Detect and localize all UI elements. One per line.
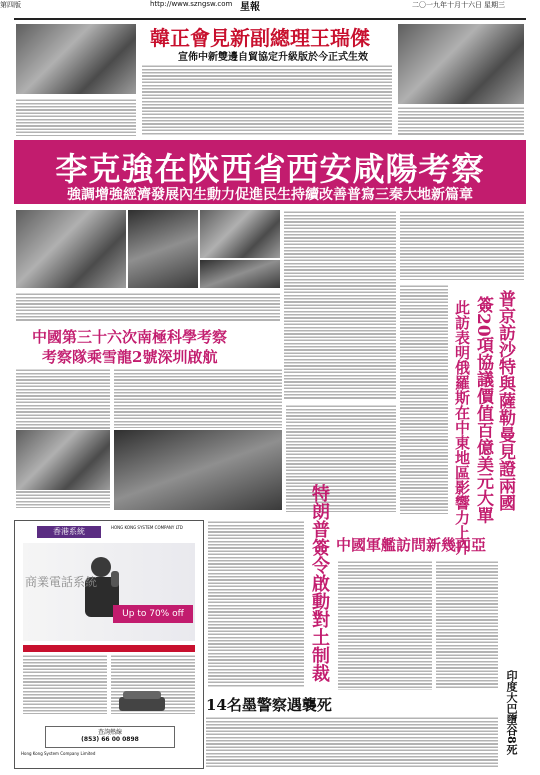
antarctic-text-mid — [114, 368, 282, 428]
putin-line-3: 此訪表明俄羅斯在中東地區影響力上升 — [453, 300, 471, 555]
han-photo-right — [398, 24, 524, 104]
han-right-caption — [398, 106, 524, 136]
antarctic-photo-left — [16, 430, 110, 490]
police-headline: 14名墨警察遇襲死 — [206, 696, 332, 714]
han-caption-text — [16, 98, 136, 136]
li-photo-1 — [16, 210, 126, 288]
antarctic-subhead: 考察隊乘雪龍2號深圳啟航 — [42, 348, 218, 366]
ad-hotline-number[interactable]: (853) 66 00 0898 — [81, 736, 139, 743]
navy-headline: 中國軍艦訪問新幾內亞 — [336, 536, 487, 554]
putin-line-2: 簽20項協議價值百億美元大單 — [473, 296, 493, 524]
han-subhead: 宣佈中新雙邊自貿協定升級版於今正式生效 — [178, 52, 368, 63]
li-body-col-2 — [400, 210, 524, 280]
page-header — [0, 0, 512, 12]
ad-table-header — [23, 645, 195, 652]
india-bus-headline: 印度大巴墮谷8死 — [505, 670, 518, 755]
navy-body-text — [436, 560, 498, 688]
trump-headline: 特朗普簽令啟動對土制裁 — [309, 484, 330, 682]
antarctic-headline: 中國第三十六次南極科學考察 — [32, 328, 228, 346]
li-photo-2 — [128, 210, 198, 288]
li-body-col-1 — [284, 210, 396, 400]
site-url: http://www.szngsw.com — [150, 0, 233, 8]
antarctic-ship-photo — [114, 430, 282, 510]
han-headline: 韓正會見新副總理王瑞傑 — [150, 26, 370, 50]
ad-company: HONG KONG SYSTEM COMPANY LTD — [111, 525, 183, 530]
ad-hotline-box[interactable] — [45, 726, 175, 748]
li-banner — [14, 140, 526, 204]
header-rule — [14, 18, 526, 20]
ad-address: Hong Kong System Company Limited — [21, 751, 96, 756]
li-photo-3 — [200, 210, 280, 258]
ad-price-table — [23, 645, 195, 714]
ad-hero-image — [23, 543, 195, 641]
li-photo-4 — [200, 260, 280, 288]
operator-illustration — [23, 543, 195, 641]
trump-body-left — [208, 520, 304, 688]
han-body-text — [142, 64, 392, 136]
trump-body-right — [338, 560, 432, 690]
page-number: 第四版 — [0, 1, 21, 9]
li-body-col-3 — [286, 404, 396, 512]
ad-table-col-1 — [23, 654, 107, 714]
putin-line-1: 普京訪沙特與薩勒曼見證兩國 — [495, 290, 515, 511]
phone-system-ad[interactable] — [14, 520, 204, 769]
issue-date: 二〇一九年十月十六日 — [412, 1, 482, 9]
ad-sale-badge: Up to 70% off — [113, 605, 193, 623]
desk-phone-icon — [117, 689, 167, 713]
weekday: 星期三 — [484, 1, 505, 9]
ad-hotline-label: 查詢熱線 — [97, 729, 122, 736]
masthead: 星報 — [240, 2, 260, 13]
ad-brand: 香港系統 — [37, 526, 101, 538]
ad-tagline: 商業電話系統 — [25, 575, 98, 589]
li-subhead: 強調增強經濟發展內生動力促進民生持續改善普寫三秦大地新篇章 — [67, 187, 473, 203]
li-caption-text — [16, 292, 280, 322]
putin-body-text — [400, 284, 448, 514]
li-headline: 李克強在陝西省西安咸陽考察 — [55, 150, 485, 188]
police-body-text — [206, 716, 498, 768]
han-photo-left — [16, 24, 136, 94]
